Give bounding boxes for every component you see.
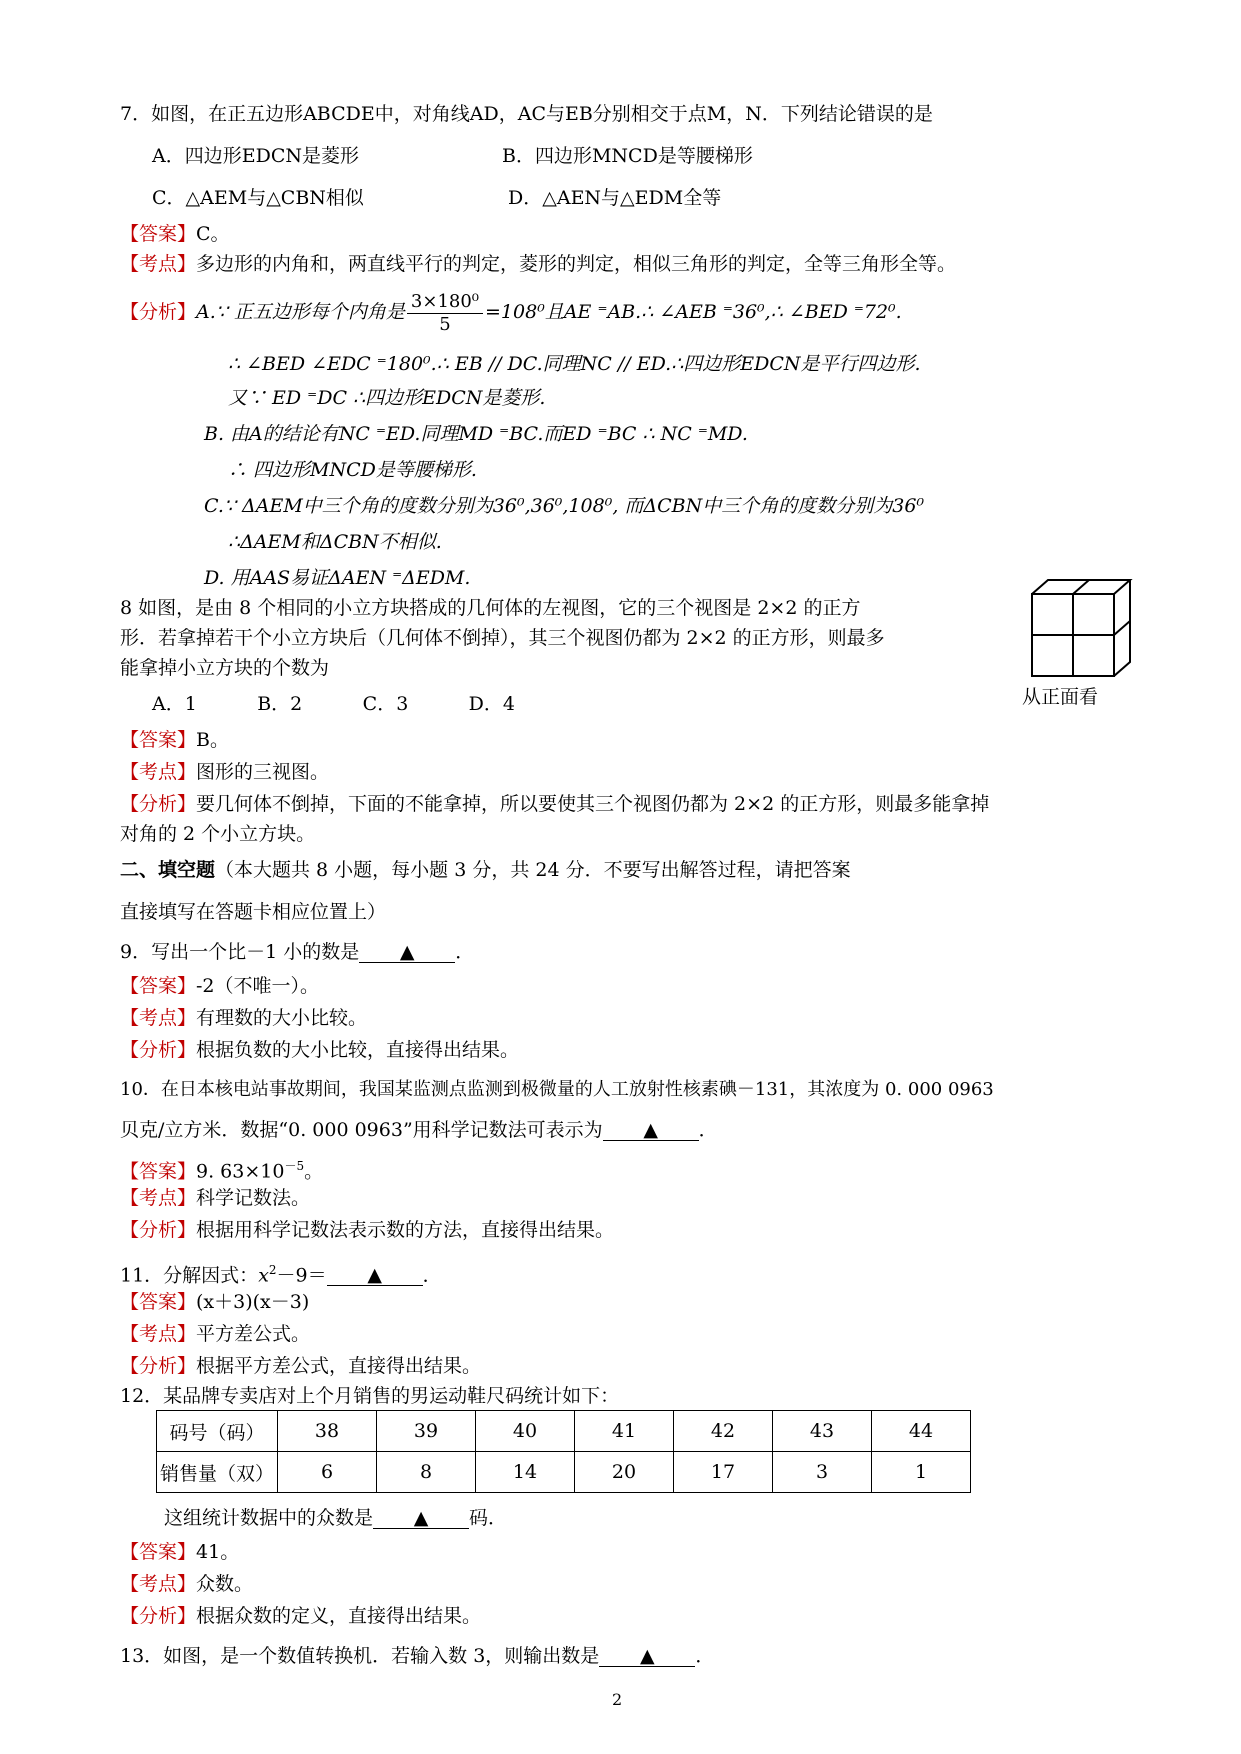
q7-option-d: D．△AEN与△EDM全等 xyxy=(508,187,722,209)
q7-analysis-line-5: ∴ 四边形MNCD是等腰梯形. xyxy=(228,459,477,481)
analysis-tag: 【分析】 xyxy=(120,793,197,815)
keypoint-tag: 【考点】 xyxy=(120,1187,197,1209)
q7-option-a: A．四边形EDCN是菱形 xyxy=(152,145,359,167)
answer-blank: ▲ xyxy=(327,1265,423,1286)
q10-analysis: 【分析】根据用科学记数法表示数的方法，直接得出结果。 xyxy=(120,1219,615,1241)
answer-tag: 【答案】 xyxy=(120,1541,197,1563)
q13-stem: 13．如图，是一个数值转换机．若输入数 3，则输出数是 ▲ ． xyxy=(120,1645,715,1667)
keypoint-tag: 【考点】 xyxy=(120,1323,197,1345)
analysis-tag: 【分析】 xyxy=(120,301,197,323)
table-cell: 40 xyxy=(476,1411,575,1452)
keypoint-tag: 【考点】 xyxy=(120,253,197,275)
answer-tag: 【答案】 xyxy=(120,223,197,245)
q12-analysis: 【分析】根据众数的定义，直接得出结果。 xyxy=(120,1605,482,1627)
q7-option-b: B．四边形MNCD是等腰梯形 xyxy=(502,145,753,167)
table-cell: 3 xyxy=(773,1452,872,1493)
table-cell: 14 xyxy=(476,1452,575,1493)
keypoint-tag: 【考点】 xyxy=(120,761,197,783)
q7-analysis-line-2: ∴ ∠BED ∠EDC ⁼180⁰.∴ EB // DC.同理NC // ED.∴四边形EDCN是平行四边形. xyxy=(228,353,921,375)
answer-tag: 【答案】 xyxy=(120,975,197,997)
keypoint-tag: 【考点】 xyxy=(120,1573,197,1595)
table-cell: 42 xyxy=(674,1411,773,1452)
answer-blank: ▲ xyxy=(359,942,455,963)
q8-options: A．1 B．2 C．3 D．4 xyxy=(152,693,515,715)
q7-analysis-line-4: B. 由A的结论有NC ⁼ED.同理MD ⁼BC.而ED ⁼BC ∴ NC ⁼MD. xyxy=(204,423,748,445)
answer-text: C。 xyxy=(196,223,230,245)
size-sales-table xyxy=(156,1410,971,1493)
q12-stem: 12．某品牌专卖店对上个月销售的男运动鞋尺码统计如下： xyxy=(120,1385,620,1407)
cube-figure xyxy=(1030,578,1134,678)
answer-tag: 【答案】 xyxy=(120,729,197,751)
table-cell: 20 xyxy=(575,1452,674,1493)
answer-blank: ▲ xyxy=(603,1120,699,1141)
table-row xyxy=(157,1452,971,1493)
answer-blank: ▲ xyxy=(373,1508,469,1529)
answer-blank: ▲ xyxy=(599,1646,695,1667)
page-number: 2 xyxy=(612,1690,623,1709)
section-title: 二、填空题 xyxy=(120,859,216,881)
q9-answer: 【答案】-2（不唯一）。 xyxy=(120,975,320,997)
table-cell: 8 xyxy=(377,1452,476,1493)
q8-analysis-line-1: 【分析】要几何体不倒掉，下面的不能拿掉，所以要使其三个视图仍都为 2×2 的正方形，则最多能拿掉 xyxy=(120,793,990,815)
q11-stem: 11．分解因式：$x^2-9=$ ▲ ． xyxy=(120,1263,442,1287)
q7-analysis-line-1: 【分析】A.∵ 正五边形每个内角是 $\frac{\text{3×180⁰}}{5}$ =108⁰且AE ⁼AB.∴ ∠AEB ⁼36⁰,∴ ∠BED ⁼72⁰. xyxy=(120,290,902,335)
q8-stem-line-3: 能拿掉小立方块的个数为 xyxy=(120,657,330,679)
answer-tag: 【答案】 xyxy=(120,1160,197,1183)
fraction: $\frac{\text{3×180⁰}}{5}$ xyxy=(407,291,483,336)
answer-tag: 【答案】 xyxy=(120,1291,197,1313)
q9-keypoint: 【考点】有理数的大小比较。 xyxy=(120,1007,368,1029)
q7-answer xyxy=(120,222,230,246)
q10-stem-line-1: 10．在日本核电站事故期间，我国某监测点监测到极微量的人工放射性核素碘－131，其浓度为 0. 000 0963 xyxy=(120,1079,994,1100)
section-desc-line-2: 直接填写在答题卡相应位置上） xyxy=(120,901,387,923)
q8-analysis-line-2: 对角的 2 个小立方块。 xyxy=(120,823,316,845)
table-header-cell: 码号（码） xyxy=(157,1411,278,1452)
q7-analysis-line-8: D. 用AAS易证ΔAEN ⁼ΔEDM. xyxy=(204,567,471,589)
section-heading: 二、填空题（本大题共 8 小题，每小题 3 分，共 24 分．不要写出解答过程，请把答案 xyxy=(120,859,851,881)
analysis-tag: 【分析】 xyxy=(120,1355,197,1377)
figure-caption: 从正面看 xyxy=(1022,686,1099,708)
table-cell: 1 xyxy=(872,1452,971,1493)
q12-answer: 【答案】41。 xyxy=(120,1541,240,1563)
q12-question: 这组统计数据中的众数是 ▲ 码． xyxy=(164,1507,508,1529)
q7-analysis-line-7: ∴ΔAEM和ΔCBN不相似. xyxy=(228,531,442,553)
q11-keypoint: 【考点】平方差公式。 xyxy=(120,1323,311,1345)
q12-keypoint: 【考点】众数。 xyxy=(120,1573,254,1595)
table-cell: 43 xyxy=(773,1411,872,1452)
table-cell: 17 xyxy=(674,1452,773,1493)
q10-answer: 【答案】9. $63\times 10^{-5}$。 xyxy=(120,1159,324,1183)
q11-analysis: 【分析】根据平方差公式，直接得出结果。 xyxy=(120,1355,482,1377)
q7-stem: 7．如图，在正五边形ABCDE中，对角线AD，AC与EB分别相交于点M，N．下列结论错误的是 xyxy=(120,103,933,125)
q7-analysis-line-3: 又∵ ED ⁼DC ∴四边形EDCN是菱形. xyxy=(228,387,546,409)
analysis-tag: 【分析】 xyxy=(120,1039,197,1061)
q7-option-c: C．△AEM与△CBN相似 xyxy=(152,187,364,209)
table-row xyxy=(157,1411,971,1452)
table-cell: 39 xyxy=(377,1411,476,1452)
q8-keypoint: 【考点】图形的三视图。 xyxy=(120,761,330,783)
q10-keypoint: 【考点】科学记数法。 xyxy=(120,1187,311,1209)
q8-answer: 【答案】B。 xyxy=(120,729,229,751)
table-cell: 44 xyxy=(872,1411,971,1452)
q10-stem-line-2: 贝克/立方米．数据“0. 000 0963”用科学记数法可表示为 ▲ ． xyxy=(120,1119,718,1141)
table-header-cell: 销售量（双） xyxy=(157,1452,278,1493)
q9-analysis: 【分析】根据负数的大小比较，直接得出结果。 xyxy=(120,1039,520,1061)
table-cell: 38 xyxy=(278,1411,377,1452)
q7-analysis-line-6: C.∵ ΔAEM中三个角的度数分别为36⁰,36⁰,108⁰, 而ΔCBN中三个角的度数分别为36⁰ xyxy=(204,495,925,517)
table-cell: 41 xyxy=(575,1411,674,1452)
keypoint-text: 多边形的内角和，两直线平行的判定，菱形的判定，相似三角形的判定，全等三角形全等。 xyxy=(196,253,957,275)
q7-keypoint xyxy=(120,252,956,276)
q8-stem-line-1: 8 如图，是由 8 个相同的小立方块搭成的几何体的左视图，它的三个视图是 2×2 的正方 xyxy=(120,597,861,619)
keypoint-tag: 【考点】 xyxy=(120,1007,197,1029)
table-cell: 6 xyxy=(278,1452,377,1493)
q8-stem-line-2: 形．若拿掉若干个小立方块后（几何体不倒掉），其三个视图仍都为 2×2 的正方形，则最多 xyxy=(120,627,885,649)
q9-stem: 9．写出一个比－1 小的数是 ▲ ． xyxy=(120,941,475,963)
q11-answer: 【答案】(x＋3)(x－3) xyxy=(120,1291,310,1313)
analysis-tag: 【分析】 xyxy=(120,1219,197,1241)
analysis-tag: 【分析】 xyxy=(120,1605,197,1627)
